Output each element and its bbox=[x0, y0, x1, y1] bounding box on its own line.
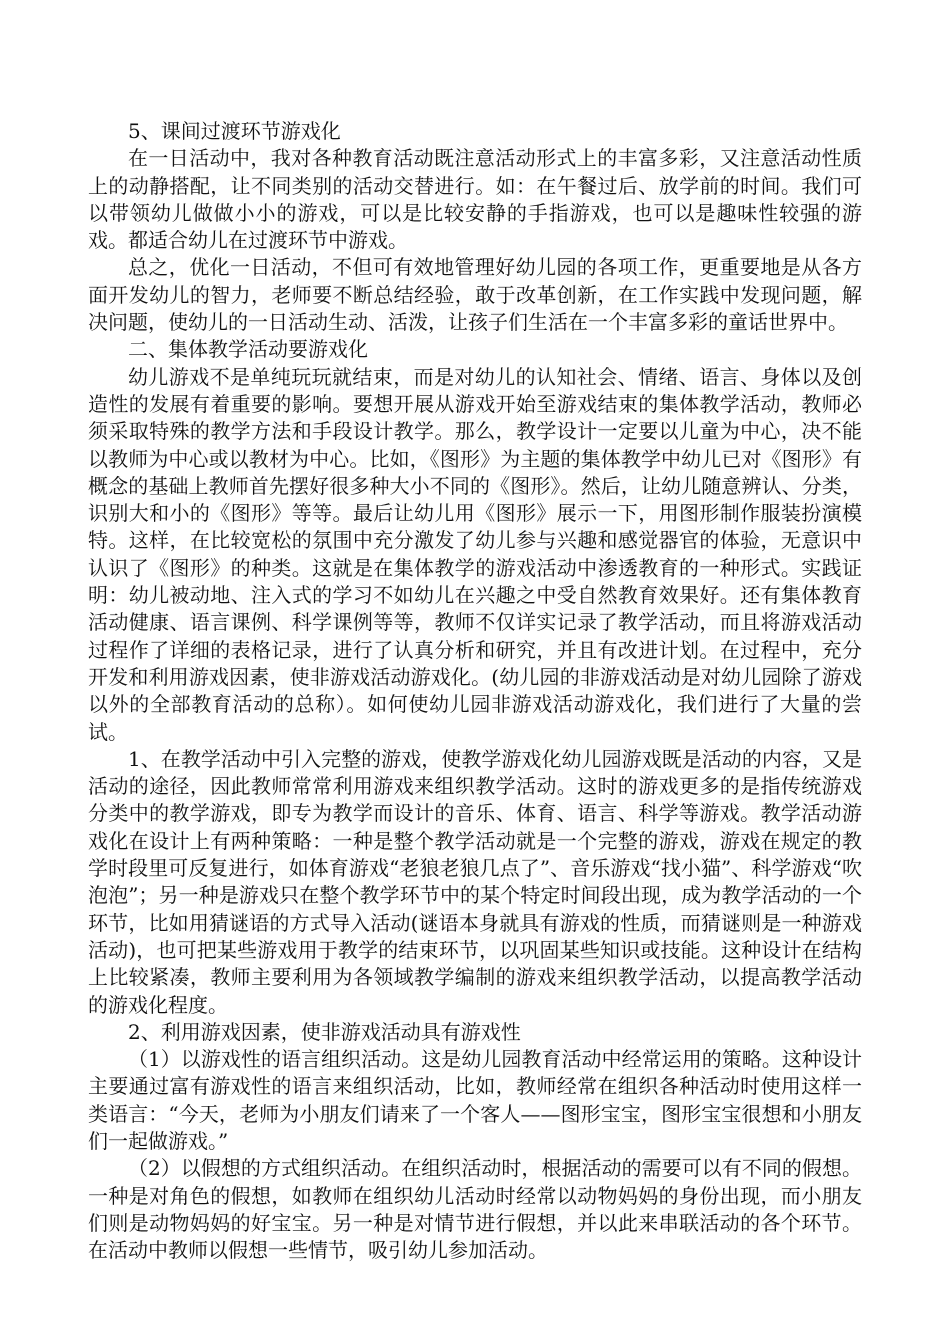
body-paragraph-complete-games: 1、在教学活动中引入完整的游戏，使教学游戏化幼儿园游戏既是活动的内容，又是活动的途径，因此教师常常利用游戏来组织教学活动。这时的游戏更多的是指传统游戏分类中的教学游戏，即专为教学而设计的音乐、体育、语言、科学等游戏。教学活动游戏化在设计上有两种策略：一种是整个教学活动就是一个完整的游戏，游戏在规定的教学时段里可反复进行，如体育游戏“老狼老狼几点了”、音乐游戏“找小猫”、科学游戏“吹泡泡”；另一种是游戏只在整个教学环节中的某个特定时间段出现，成为教学活动的一个环节，比如用猜谜语的方式导入活动(谜语本身就具有游戏的性质，而猜谜则是一种游戏活动)，也可把某些游戏用于教学的结束环节，以巩固某些知识或技能。这种设计在结构上比较紧凑，教师主要利用为各领域教学编制的游戏来组织教学活动，以提高教学活动的游戏化程度。 bbox=[88, 746, 862, 1017]
body-paragraph-group-teaching: 幼儿游戏不是单纯玩玩就结束，而是对幼儿的认知社会、情绪、语言、身体以及创造性的发展有着重要的影响。要想开展从游戏开始至游戏结束的集体教学活动，教师必须采取特殊的教学方法和手段设计教学。那么，教学设计一定要以儿童为中心，决不能以教师为中心或以教材为中心。比如，《图形》为主题的集体教学中幼儿已对《图形》有概念的基础上教师首先摆好很多种大小不同的《图形》。然后，让幼儿随意辨认、分类，识别大和小的《图形》等等。最后让幼儿用《图形》展示一下，用图形制作服装扮演模特。这样，在比较宽松的氛围中充分激发了幼儿参与兴趣和感觉器官的体验，无意识中认识了《图形》的种类。这就是在集体教学的游戏活动中渗透教育的一种形式。实践证明：幼儿被动地、注入式的学习不如幼儿在兴趣之中受自然教育效果好。还有集体教育活动健康、语言课例、科学课例等等，教师不仅详实记录了教学活动，而且将游戏活动过程作了详细的表格记录，进行了认真分析和研究，并且有改进计划。在过程中，充分开发和利用游戏因素，使非游戏活动游戏化。(幼儿园的非游戏活动是对幼儿园除了游戏以外的全部教育活动的总称）。如何使幼儿园非游戏活动游戏化，我们进行了大量的尝试。 bbox=[88, 364, 862, 744]
subheading-game-factors: 2、利用游戏因素，使非游戏活动具有游戏性 bbox=[128, 1019, 521, 1044]
body-paragraph-summary: 总之，优化一日活动，不但可有效地管理好幼儿园的各项工作，更重要地是从各方面开发幼儿的智力，老师要不断总结经验，敢于改革创新，在工作实践中发现问题，解决问题，使幼儿的一日活动生动、活泼，让孩子们生活在一个丰富多彩的童话世界中。 bbox=[88, 255, 862, 335]
section-heading-group-teaching: 二、集体教学活动要游戏化 bbox=[128, 337, 368, 362]
body-paragraph-daily-activities: 在一日活动中，我对各种教育活动既注意活动形式上的丰富多彩，又注意活动性质上的动静搭配，让不同类别的活动交替进行。如：在午餐过后、放学前的时间。我们可以带领幼儿做做小小的游戏，可以是比较安静的手指游戏，也可以是趣味性较强的游戏。都适合幼儿在过渡环节中游戏。 bbox=[88, 146, 862, 253]
body-paragraph-imaginary-play: （2）以假想的方式组织活动。在组织活动时，根据活动的需要可以有不同的假想。一种是对角色的假想，如教师在组织幼儿活动时经常以动物妈妈的身份出现，而小朋友们则是动物妈妈的好宝宝。另一种是对情节进行假想，并以此来串联活动的各个环节。在活动中教师以假想一些情节，吸引幼儿参加活动。 bbox=[88, 1156, 862, 1263]
body-paragraph-game-language: （1）以游戏性的语言组织活动。这是幼儿园教育活动中经常运用的策略。这种设计主要通过富有游戏性的语言来组织活动，比如，教师经常在组织各种活动时使用这样一类语言：“今天，老师为小朋友们请来了一个客人——图形宝宝，图形宝宝很想和小朋友们一起做游戏。” bbox=[88, 1047, 862, 1153]
section-heading-transition-games: 5、课间过渡环节游戏化 bbox=[128, 119, 341, 143]
document-page bbox=[88, 118, 862, 1264]
